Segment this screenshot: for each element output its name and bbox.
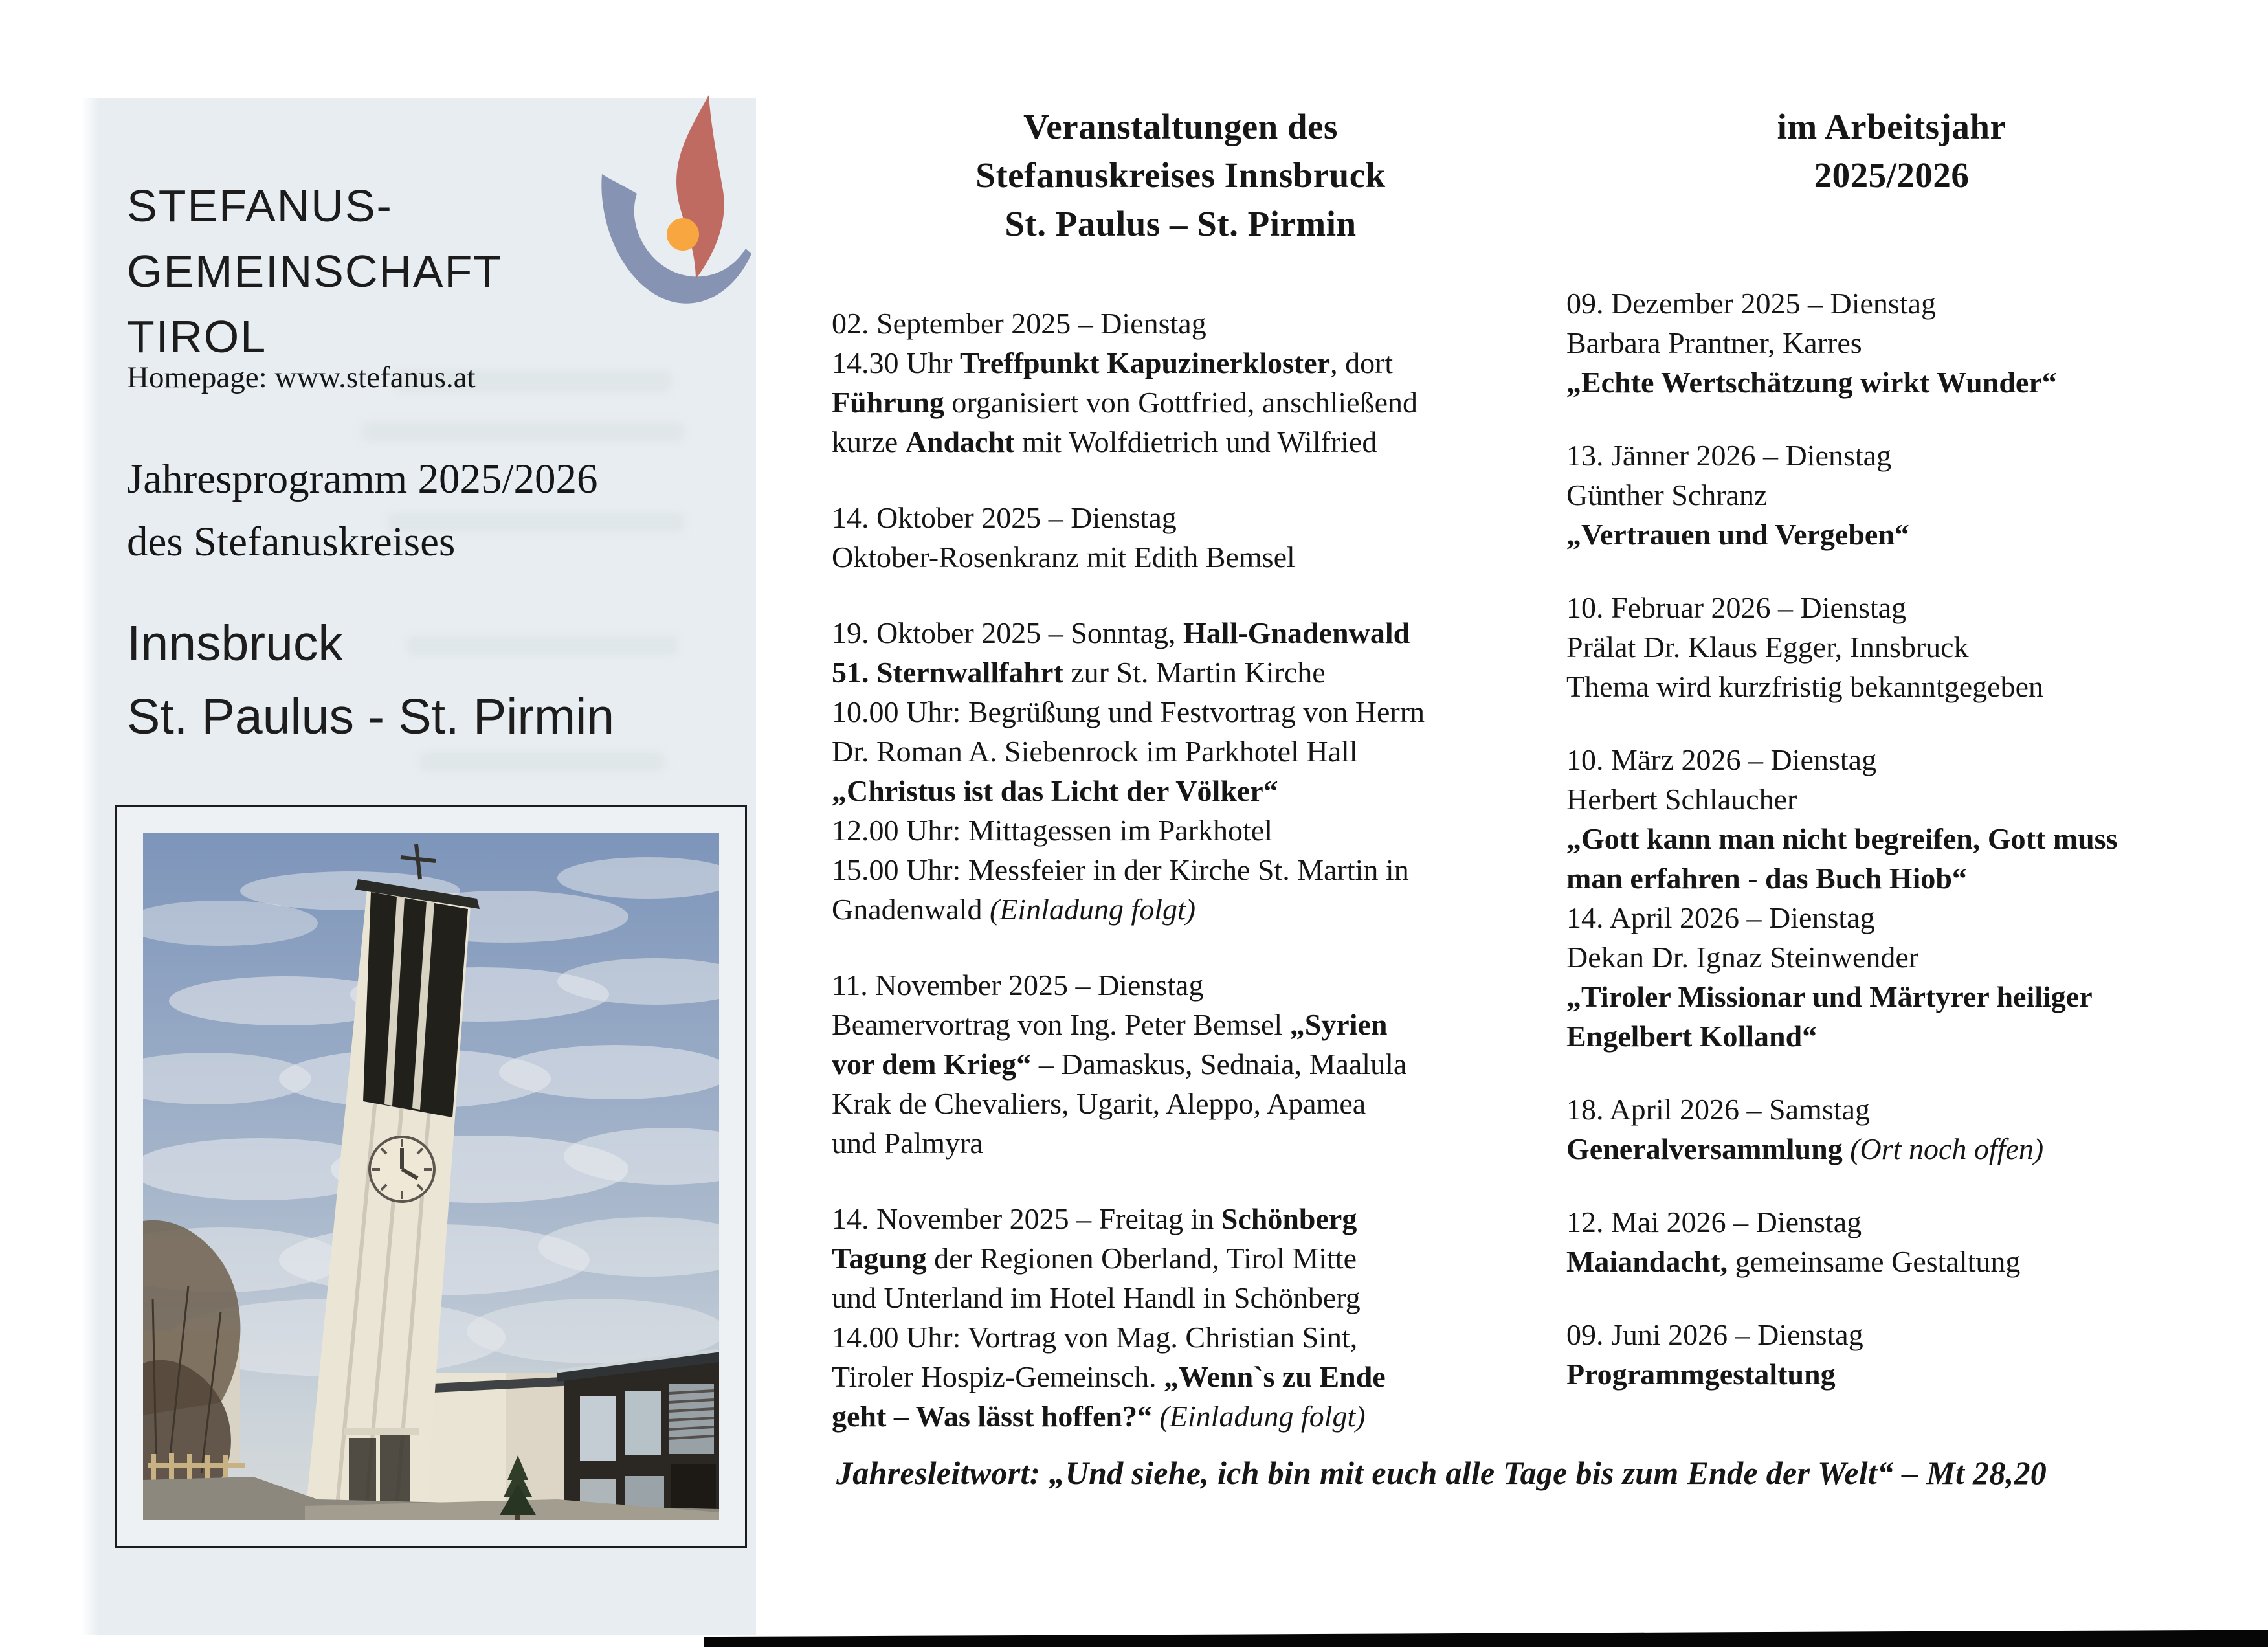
event-entry	[832, 498, 1529, 577]
photo-annex	[557, 1349, 719, 1520]
event-line: „Gott kann man nicht begreifen, Gott muss	[1566, 822, 2118, 855]
event-line: Herbert Schlaucher	[1566, 783, 1797, 816]
column-2-events	[1566, 284, 2217, 1394]
logo-dot	[667, 218, 699, 251]
text-line: des Stefanuskreises	[127, 519, 456, 565]
event-line: 15.00 Uhr: Messfeier in der Kirche St. Martin in	[832, 853, 1409, 886]
event-line: kurze Andacht mit Wolfdietrich und Wilfried	[832, 425, 1377, 458]
text-line: Stefanuskreises Innsbruck	[975, 155, 1386, 195]
event-line: 12. Mai 2026 – Dienstag	[1566, 1205, 1862, 1238]
event-line: „Tiroler Missionar und Märtyrer heiliger	[1566, 980, 2093, 1013]
event-line: Krak de Chevaliers, Ugarit, Aleppo, Apamea	[832, 1087, 1366, 1120]
event-line: vor dem Krieg“ – Damaskus, Sednaia, Maalula	[832, 1048, 1407, 1081]
event-line: 10.00 Uhr: Begrüßung und Festvortrag von Herrn	[832, 695, 1425, 728]
text-line: Innsbruck	[127, 616, 343, 671]
event-entry	[1566, 1315, 2217, 1394]
event-line: 12.00 Uhr: Mittagessen im Parkhotel	[832, 814, 1273, 847]
text-line: STEFANUS-	[127, 181, 393, 231]
church-photo	[115, 805, 747, 1548]
column-1-events	[832, 304, 1529, 1436]
event-line: Prälat Dr. Klaus Egger, Innsbruck	[1566, 631, 1969, 664]
event-line: „Vertrauen und Vergeben“	[1566, 518, 1909, 551]
column-1-header	[832, 102, 1529, 248]
event-line: 13. Jänner 2026 – Dienstag	[1566, 439, 1892, 472]
event-line: 19. Oktober 2025 – Sonntag, Hall-Gnadenwald	[832, 616, 1410, 649]
event-line: 09. Juni 2026 – Dienstag	[1566, 1318, 1863, 1351]
text-line: GEMEINSCHAFT	[127, 246, 503, 297]
text-line: Veranstaltungen des	[1023, 107, 1338, 146]
event-line: Generalversammlung (Ort noch offen)	[1566, 1132, 2044, 1165]
event-line: Thema wird kurzfristig bekanntgegeben	[1566, 670, 2044, 703]
scan-edge-artifact	[704, 1619, 2268, 1647]
event-line: 14. April 2026 – Dienstag	[1566, 901, 1875, 934]
event-line: Oktober-Rosenkranz mit Edith Bemsel	[832, 541, 1295, 574]
event-line: Maiandacht, gemeinsame Gestaltung	[1566, 1245, 2021, 1278]
event-line: 51. Sternwallfahrt zur St. Martin Kirche	[832, 656, 1326, 689]
logo-flame-shape	[676, 95, 724, 279]
text-line: im Arbeitsjahr	[1777, 107, 2007, 146]
event-line: 09. Dezember 2025 – Dienstag	[1566, 287, 1937, 320]
event-line: 18. April 2026 – Samstag	[1566, 1093, 1870, 1126]
event-entry	[1566, 1090, 2217, 1169]
event-line: „Christus ist das Licht der Völker“	[832, 774, 1278, 807]
event-entry	[1566, 898, 2217, 1056]
event-entry	[832, 965, 1529, 1163]
text-line: St. Paulus - St. Pirmin	[127, 689, 615, 745]
stefanus-flame-logo	[601, 76, 759, 317]
event-line: Dr. Roman A. Siebenrock im Parkhotel Hall	[832, 735, 1358, 768]
event-line: Beamervortrag von Ing. Peter Bemsel „Syrien	[832, 1008, 1388, 1041]
event-line: 14.00 Uhr: Vortrag von Mag. Christian Sint,	[832, 1321, 1358, 1354]
homepage-url: Homepage: www.stefanus.at	[127, 361, 476, 394]
event-entry	[832, 1199, 1529, 1436]
event-line: und Palmyra	[832, 1126, 983, 1160]
event-entry	[1566, 284, 2217, 402]
event-entry	[1566, 740, 2217, 898]
event-line: 14. Oktober 2025 – Dienstag	[832, 501, 1177, 534]
event-entry	[832, 304, 1529, 462]
text-line: TIROL	[127, 311, 267, 362]
event-line: Engelbert Kolland“	[1566, 1020, 1818, 1053]
annual-motto: Jahresleitwort: „Und siehe, ich bin mit euch alle Tage bis zum Ende der Welt“ – Mt 28,20	[836, 1455, 2047, 1491]
event-line: 02. September 2025 – Dienstag	[832, 307, 1206, 340]
event-line: Dekan Dr. Ignaz Steinwender	[1566, 941, 1919, 974]
text-line: 2025/2026	[1814, 155, 1970, 195]
event-line: 10. Februar 2026 – Dienstag	[1566, 591, 1907, 624]
event-entry	[1566, 436, 2217, 554]
event-line: Gnadenwald (Einladung folgt)	[832, 893, 1196, 926]
scan-showthrough	[361, 422, 685, 442]
event-line: 14.30 Uhr Treffpunkt Kapuzinerkloster, dort	[832, 346, 1394, 379]
event-line: 11. November 2025 – Dienstag	[832, 969, 1204, 1002]
event-line: 14. November 2025 – Freitag in Schönberg	[832, 1202, 1357, 1235]
events-column-2	[1566, 102, 2217, 1394]
event-line: „Echte Wertschätzung wirkt Wunder“	[1566, 366, 2057, 399]
text-line: Jahresprogramm 2025/2026	[127, 456, 598, 502]
event-line: Günther Schranz	[1566, 478, 1768, 511]
event-line: Barbara Prantner, Karres	[1566, 326, 1862, 359]
event-entry	[1566, 588, 2217, 706]
event-entry	[832, 613, 1529, 929]
event-line: Tagung der Regionen Oberland, Tirol Mitte	[832, 1242, 1357, 1275]
event-entry	[1566, 1202, 2217, 1281]
text-line: St. Paulus – St. Pirmin	[1005, 204, 1357, 243]
event-line: 10. März 2026 – Dienstag	[1566, 743, 1877, 776]
events-column-1	[832, 102, 1529, 1436]
parish-location	[127, 607, 614, 754]
program-title	[127, 448, 598, 574]
column-2-header	[1566, 102, 2217, 199]
event-line: Tiroler Hospiz-Gemeinsch. „Wenn`s zu Ende	[832, 1360, 1386, 1393]
event-line: Führung organisiert von Gottfried, anschließend	[832, 386, 1418, 419]
event-line: geht – Was lässt hoffen?“ (Einladung folgt)	[832, 1400, 1366, 1433]
organization-name	[127, 174, 502, 370]
event-line: man erfahren - das Buch Hiob“	[1566, 862, 1967, 895]
event-line: Programmgestaltung	[1566, 1358, 1836, 1391]
scan-showthrough	[419, 752, 665, 772]
event-line: und Unterland im Hotel Handl in Schönberg	[832, 1281, 1361, 1314]
